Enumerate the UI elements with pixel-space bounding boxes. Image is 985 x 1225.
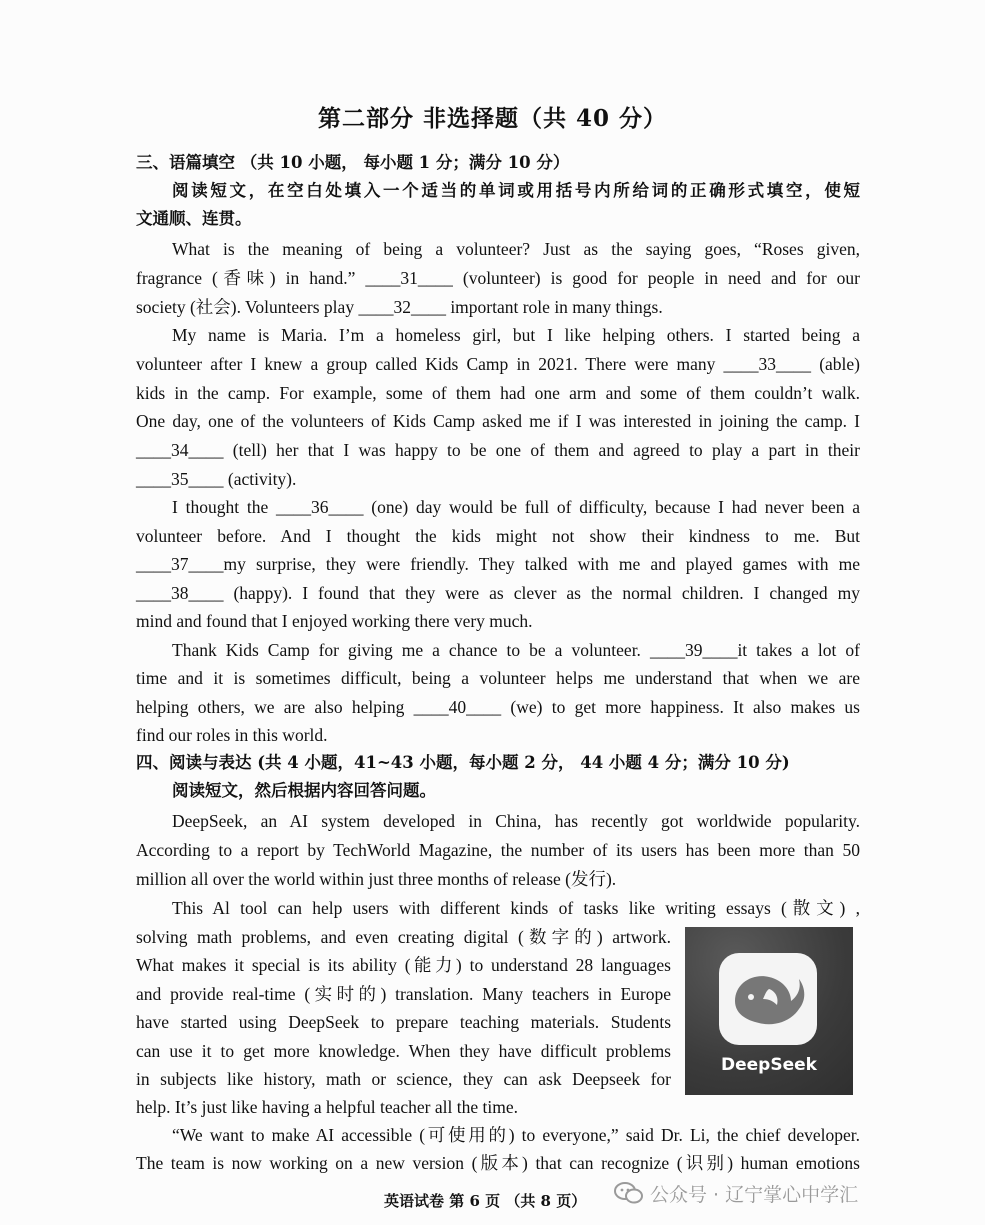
passage2-line: “We want to make AI accessible (可使用的) to everyone,” said Dr. Li, the chief developer. — [172, 1125, 860, 1145]
passage2-line: help. It’s just like having a helpful teacher all the time. — [136, 1097, 518, 1117]
wechat-watermark — [614, 1180, 858, 1210]
passage2-line: can use it to get more knowledge. When they have difficult problems — [136, 1041, 671, 1061]
passage2-line: and provide real-time (实时的) translation. Many teachers in Europe — [136, 984, 671, 1004]
passage1-line: kids in the camp. For example, some of them had one arm and some of them couldn’t walk. — [136, 383, 860, 403]
passage2-line: The team is now working on a new version (版本) that can recognize (识别) human emotions — [136, 1153, 860, 1173]
passage2-line: According to a report by TechWorld Magazine, the number of its users has been more than 50 — [136, 840, 860, 860]
passage1-line: What is the meaning of being a volunteer? Just as the saying goes, “Roses given, — [172, 239, 860, 259]
section3-instruction-2: 文通顺、连贯。 — [136, 209, 252, 228]
logo-label: DeepSeek — [721, 1055, 817, 1075]
passage1-line: society (社会). Volunteers play ____32____ important role in many things. — [136, 297, 663, 317]
passage1-line: volunteer after I knew a group called Kids Camp in 2021. There were many ____33____ (able) — [136, 354, 860, 374]
passage2-line: What makes it special is its ability (能力) to understand 28 languages — [136, 955, 671, 975]
section3-instruction-1: 阅读短文，在空白处填入一个适当的单词或用括号内所给词的正确形式填空，使短 — [172, 181, 860, 200]
passage1-line: I thought the ____36____ (one) day would be full of difficulty, because I had never been a — [172, 497, 860, 517]
page-title: 第二部分 非选择题（共 40 分） — [317, 105, 668, 132]
section4-instruction: 阅读短文，然后根据内容回答问题。 — [172, 781, 436, 800]
passage1-line: helping others, we are also helping ____40____ (we) to get more happiness. It also makes us — [136, 697, 860, 717]
wechat-icon — [614, 1181, 644, 1210]
passage1-line: ____38____ (happy). I found that they were as clever as the normal children. I changed my — [136, 583, 860, 603]
passage1-line: ____35____ (activity). — [136, 469, 297, 489]
passage2-line: in subjects like history, math or science, they can ask Deepseek for — [136, 1069, 671, 1089]
passage2-line: have started using DeepSeek to prepare teaching materials. Students — [136, 1012, 671, 1032]
deepseek-logo-image — [685, 927, 853, 1095]
section3-heading: 三、语篇填空 （共 10 小题， 每小题 1 分；满分 10 分） — [136, 153, 570, 172]
whale-icon — [729, 965, 807, 1033]
section4-heading: 四、阅读与表达 (共 4 小题，41~43 小题，每小题 2 分， 44 小题 4 分；满分 10 分) — [136, 753, 790, 772]
passage2-line: This Al tool can help users with different kinds of tasks like writing essays (散文) , — [172, 898, 860, 918]
passage1-line: One day, one of the volunteers of Kids Camp asked me if I was interested in joining the camp. I — [136, 411, 860, 431]
passage1-line: mind and found that I enjoyed working there very much. — [136, 611, 533, 631]
page-footer: 英语试卷 第 6 页 （共 8 页） — [384, 1192, 587, 1210]
passage1-line: find our roles in this world. — [136, 725, 328, 745]
passage1-line: volunteer before. And I thought the kids might not show their kindness to me. But — [136, 526, 860, 546]
passage2-line: million all over the world within just three months of release (发行). — [136, 869, 617, 889]
passage1-line: time and it is sometimes difficult, being a volunteer helps me understand that when we are — [136, 668, 860, 688]
passage1-line: ____37____my surprise, they were friendly. They talked with me and played games with me — [136, 554, 860, 574]
passage1-line: ____34____ (tell) her that I was happy to be one of them and agreed to play a part in their — [136, 440, 860, 460]
passage1-line: My name is Maria. I’m a homeless girl, but I like helping others. I started being a — [172, 325, 860, 345]
passage1-line: fragrance (香味) in hand.” ____31____ (volunteer) is good for people in need and for our — [136, 268, 860, 288]
watermark-text: 公众号 · 辽宁掌心中学汇 — [650, 1184, 859, 1206]
passage2-line: DeepSeek, an AI system developed in China, has recently got worldwide popularity. — [172, 811, 860, 831]
passage2-line: solving math problems, and even creating digital (数字的) artwork. — [136, 927, 671, 947]
app-icon-tile — [719, 953, 817, 1045]
passage1-line: Thank Kids Camp for giving me a chance to be a volunteer. ____39____it takes a lot of — [172, 640, 860, 660]
